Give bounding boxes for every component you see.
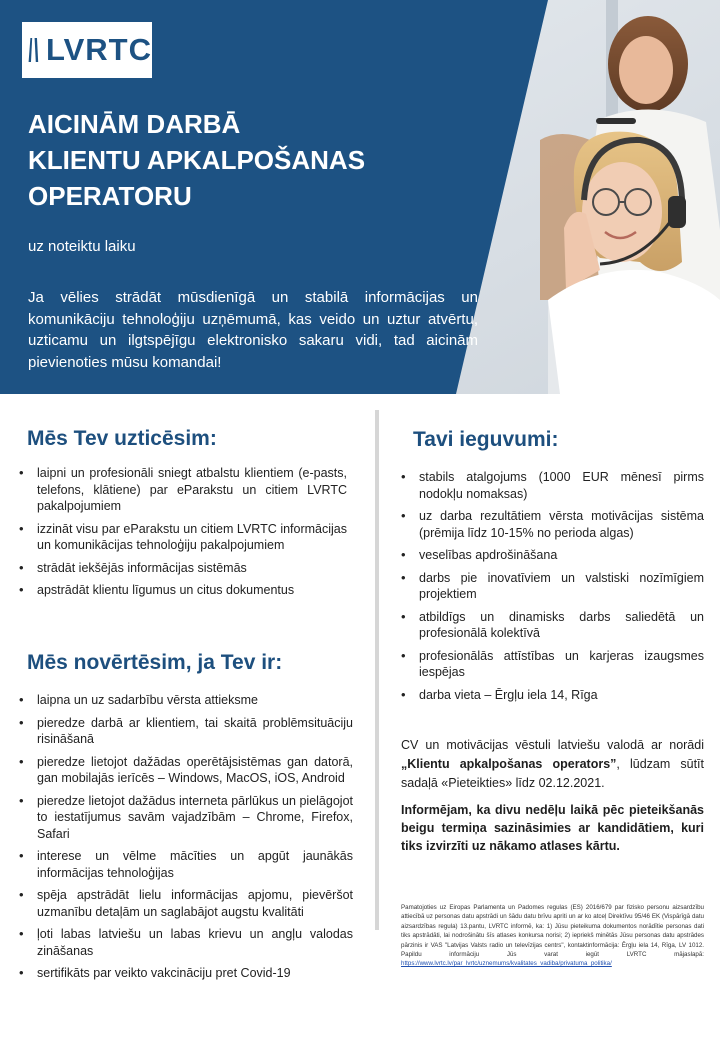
list-item: • sertifikāts par veikto vakcināciju pret Covid-19 bbox=[19, 965, 353, 982]
value-title: Mēs novērtēsim, ja Tev ir: bbox=[27, 651, 283, 674]
trust-title: Mēs Tev uzticēsim: bbox=[27, 427, 217, 450]
logo-text: LVRTC bbox=[45, 32, 152, 67]
column-divider bbox=[375, 410, 379, 930]
apply-position: „Klientu apkalpošanas operators” bbox=[401, 757, 617, 771]
list-item: • interese un vēlme mācīties un apgūt jaunākās informācijas tehnoloģijas bbox=[19, 848, 353, 881]
logo-tower-icon bbox=[22, 22, 46, 78]
job-subtitle: uz noteiktu laiku bbox=[28, 238, 136, 255]
list-item: • pieredze darbā ar klientiem, tai skaitā problēmsituāciju risināšanā bbox=[19, 715, 353, 748]
title-line-3: OPERATORU bbox=[28, 181, 192, 211]
lvrtc-logo bbox=[22, 22, 152, 78]
benefits-title: Tavi ieguvumi: bbox=[413, 428, 559, 451]
hero-banner bbox=[0, 0, 720, 394]
list-item: • uz darba rezultātiem vērsta motivācijas sistēma (prēmija līdz 10-15% no perioda algas) bbox=[401, 508, 704, 541]
selection-notice: Informējam, ka divu nedēļu laikā pēc pieteikšanās beigu termiņa sazināsimies ar kandidātiem, kuri tiks izvirzīti uz nākamo atlases kārtu. bbox=[401, 803, 704, 853]
list-item: • profesionālās attīstības un karjeras izaugsmes iespējas bbox=[401, 648, 704, 681]
list-item: • laipni un profesionāli sniegt atbalstu klientiem (e-pasts, telefons, klātiene) par eParakstu un citiem LVRTC pakalpojumiem bbox=[19, 465, 347, 515]
hashtag: #TEIRDARBS bbox=[617, 305, 700, 319]
intro-paragraph: Ja vēlies strādāt mūsdienīgā un stabilā informācijas un komunikāciju tehnoloģiju uzņēmumā, kas veido un uztur atvērtu, uzticamu un ilgtspējīgu elektronisko sakaru vidi, tad aicinām pievienoties mūsu komandai! bbox=[28, 289, 478, 371]
list-item: • izzināt visu par eParakstu un citiem LVRTC informācijas un komunikācijas tehnoloģiju pakalpojumiem bbox=[19, 521, 347, 554]
list-item: • spēja apstrādāt lielu informācijas apjomu, pievēršot uzmanību detaļām un saglabājot augstu kvalitāti bbox=[19, 887, 353, 920]
title-line-2: KLIENTU APKALPOŠANAS bbox=[28, 145, 366, 175]
list-item: • darbs pie inovatīviem un valstiski nozīmīgiem projektiem bbox=[401, 570, 704, 603]
value-list bbox=[19, 692, 353, 988]
job-title bbox=[28, 106, 448, 214]
list-item: • stabils atalgojums (1000 EUR mēnesī pirms nodokļu nomaksas) bbox=[401, 469, 704, 502]
privacy-notice bbox=[401, 903, 704, 969]
list-item: • ļoti labas latviešu un labas krievu un angļu valodas zināšanas bbox=[19, 926, 353, 959]
apply-post: , lūdzam sūtīt sadaļā «Pieteikties» līdz 02.12.2021. bbox=[401, 757, 704, 790]
list-item: • apstrādāt klientu līgumus un citus dokumentus bbox=[19, 582, 347, 599]
title-line-1: AICINĀM DARBĀ bbox=[28, 109, 241, 139]
list-item: • strādāt iekšējās informācijas sistēmās bbox=[19, 560, 347, 577]
privacy-text: Pamatojoties uz Eiropas Parlamenta un Padomes regulas (ES) 2016/679 par fizisko personu aizsardzību attiecībā uz personas datu apstrādi un šādu datu brīvu apriti un ar ko atceļ Direktīvu 95/46 EK (Vispārīgā datu aizsardzības regula) 13.pantu, LVRTC informē, ka: 1) Jūsu pieteikuma dokumentos norādītie personas dati tiks apstrādāti, lai nodrošinātu šīs atlases konkursa norisi; 2) iepriekš minētās Jūsu personas datu apstrādes pārzinis ir VAS "Latvijas Valsts radio un televīzijas centrs", kontaktinformācija: Ērgļu iela 14, Rīga, LV 1012. Papildu informāciju Jūs varat iegūt LVRTC mājaslapā: bbox=[401, 904, 704, 959]
list-item: • darba vieta – Ērgļu iela 14, Rīga bbox=[401, 687, 704, 704]
apply-pre: CV un motivācijas vēstuli latviešu valodā ar norādi bbox=[401, 738, 704, 752]
trust-list bbox=[19, 465, 347, 605]
privacy-policy-link[interactable]: https://www.lvrtc.lv/par_lvrtc/uznemums/kvalitates_vadiba/privatuma_politika/ bbox=[401, 960, 612, 968]
application-instructions bbox=[401, 736, 704, 793]
list-item: • veselības apdrošināšana bbox=[401, 547, 704, 564]
list-item: • pieredze lietojot dažādas operētājsistēmas gan datorā, gan mobilajās ierīcēs – Windows, MacOS, iOS, Android bbox=[19, 754, 353, 787]
list-item: • laipna un uz sadarbību vērsta attieksme bbox=[19, 692, 353, 709]
benefits-list bbox=[401, 469, 704, 709]
list-item: • pieredze lietojot dažādus interneta pārlūkus un pielāgojot to iestatījumus savām vajadzībām – Chrome, Firefox, Safari bbox=[19, 793, 353, 843]
list-item: • atbildīgs un dinamisks darbs saliedētā un profesionālā kolektīvā bbox=[401, 609, 704, 642]
